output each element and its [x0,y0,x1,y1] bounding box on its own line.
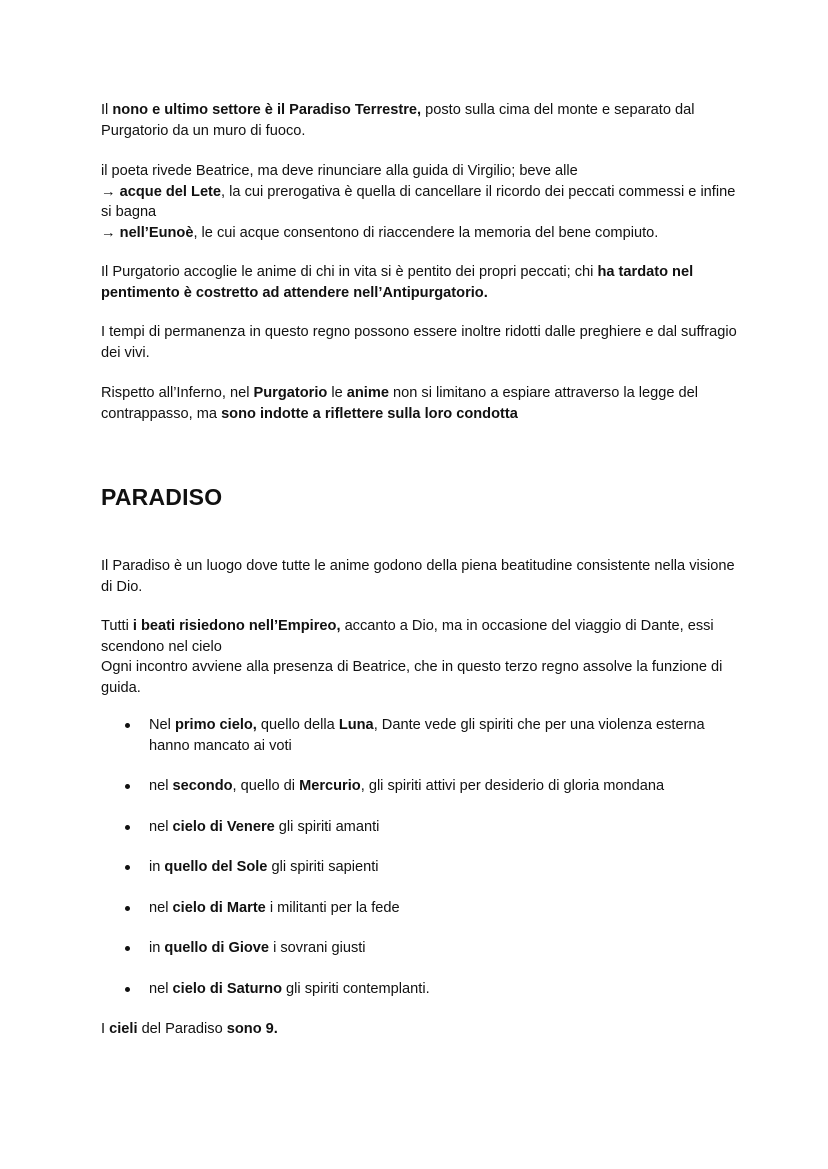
line-lete: → acque del Lete, la cui prerogativa è quella di cancellare il ricordo dei peccati commessi e infine si bagna [101,183,740,220]
bullet-icon [125,865,130,870]
bullet-icon [125,723,130,728]
paragraph-antipurgatorio: Il Purgatorio accoglie le anime di chi in vita si è pentito dei propri peccati; chi ha tardato nel pentimento è costretto ad attendere nell’Antipurgatorio. [101,264,694,301]
paragraph-empireo [101,616,741,698]
bullet-icon [125,906,130,911]
list-item: nel cielo di Venere gli spiriti amanti [101,817,741,838]
line-virgilio: il poeta rivede Beatrice, ma deve rinunciare alla guida di Virgilio; beve alle [101,163,578,179]
heading-paradiso: PARADISO [101,484,223,510]
cieli-list [101,715,741,1019]
list-item: nel secondo, quello di Mercurio, gli spiriti attivi per desiderio di gloria mondana [101,776,741,797]
bullet-icon [125,825,130,830]
list-item: Nel primo cielo, quello della Luna, Dante vede gli spiriti che per una violenza esterna hanno mancato ai voti [101,715,741,756]
paragraph-beatrice [101,161,741,243]
line-eunoe: → nell’Eunoè, le cui acque consentono di riaccendere la memoria del bene compiuto. [101,224,659,241]
text-guida: Ogni incontro avviene alla presenza di Beatrice, che in questo terzo regno assolve la funzione di guida. [101,659,723,696]
bullet-icon [125,987,130,992]
list-item: nel cielo di Saturno gli spiriti contemplanti. [101,979,741,1000]
text-beati: Tutti i beati risiedono nell’Empireo, accanto a Dio, ma in occasione del viaggio di Dante, essi scendono nel cielo [101,618,718,655]
paragraph-paradiso-intro: Il Paradiso è un luogo dove tutte le anime godono della piena beatitudine consistente nella visione di Dio. [101,558,735,595]
paragraph-confronto-inferno: Rispetto all’Inferno, nel Purgatorio le anime non si limitano a espiare attraverso la legge del contrappasso, ma sono indotte a riflettere sulla loro condotta [101,385,703,422]
bullet-icon [125,784,130,789]
paragraph-tempi: I tempi di permanenza in questo regno possono essere inoltre ridotti dalle preghiere e dal suffragio dei vivi. [101,324,737,361]
list-item: in quello del Sole gli spiriti sapienti [101,857,741,878]
bullet-icon [125,946,130,951]
paragraph-nove-cieli: I cieli del Paradiso sono 9. [101,1021,278,1037]
list-item: nel cielo di Marte i militanti per la fede [101,898,741,919]
list-item: in quello di Giove i sovrani giusti [101,938,741,959]
paragraph-paradiso-terrestre: Il nono e ultimo settore è il Paradiso Terrestre, posto sulla cima del monte e separato dal Purgatorio da un muro di fuoco. [101,102,699,139]
